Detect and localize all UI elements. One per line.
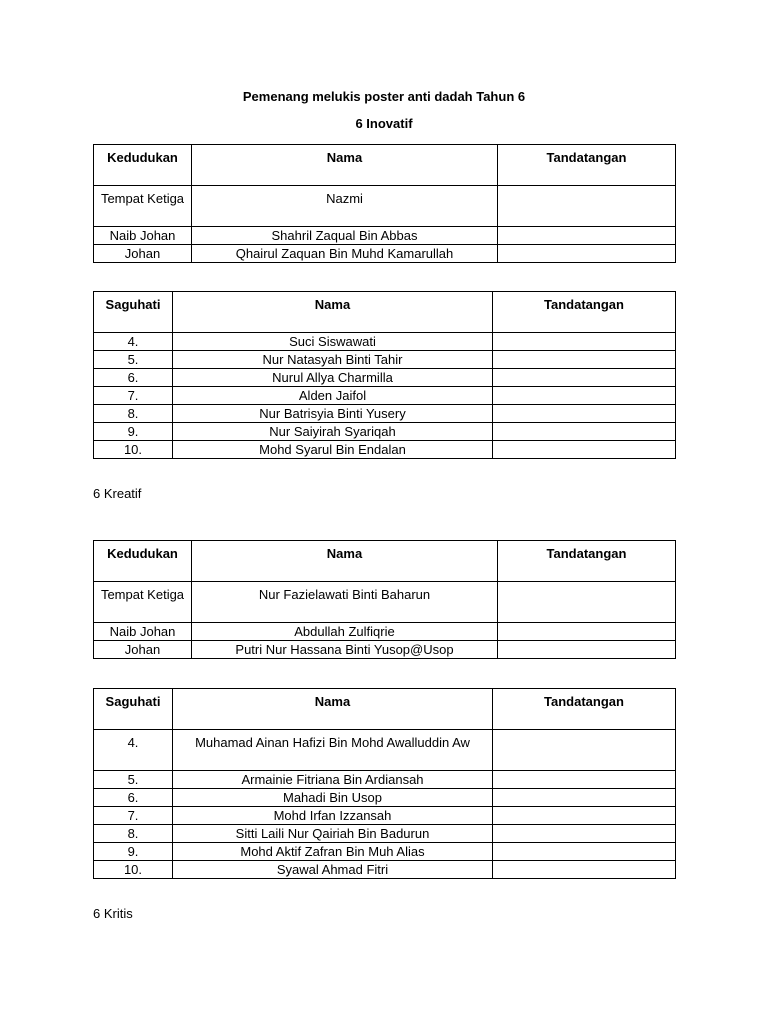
number-cell: 9. [94, 423, 173, 441]
table-header-row [94, 145, 676, 186]
table-row [94, 807, 676, 825]
rank-cell: Naib Johan [94, 227, 192, 245]
table-row [94, 245, 676, 263]
number-cell: 8. [94, 405, 173, 423]
signature-cell[interactable] [493, 825, 676, 843]
header-kedudukan: Kedudukan [94, 541, 192, 582]
name-cell: Muhamad Ainan Hafizi Bin Mohd Awalluddin Aw [173, 730, 493, 771]
rank-cell: Johan [94, 641, 192, 659]
signature-cell[interactable] [498, 245, 676, 263]
signature-cell[interactable] [493, 387, 676, 405]
header-nama: Nama [192, 145, 498, 186]
signature-cell[interactable] [498, 623, 676, 641]
table-row [94, 861, 676, 879]
name-cell: Alden Jaifol [173, 387, 493, 405]
number-cell: 7. [94, 807, 173, 825]
kreatif-winners-table [93, 540, 676, 659]
table-row [94, 186, 676, 227]
signature-cell[interactable] [493, 807, 676, 825]
number-cell: 5. [94, 771, 173, 789]
kreatif-consolation-table [93, 688, 676, 879]
signature-cell[interactable] [493, 441, 676, 459]
document-title: Pemenang melukis poster anti dadah Tahun 6 [242, 89, 526, 104]
table-row [94, 333, 676, 351]
signature-cell[interactable] [498, 186, 676, 227]
signature-cell[interactable] [493, 369, 676, 387]
name-cell: Mohd Irfan Izzansah [173, 807, 493, 825]
rank-cell: Johan [94, 245, 192, 263]
table-row [94, 423, 676, 441]
number-cell: 4. [94, 333, 173, 351]
table-header-row [94, 541, 676, 582]
table-row [94, 369, 676, 387]
class-heading-inovatif: 6 Inovatif [355, 116, 413, 131]
name-cell: Putri Nur Hassana Binti Yusop@Usop [192, 641, 498, 659]
name-cell: Mahadi Bin Usop [173, 789, 493, 807]
header-tandatangan: Tandatangan [493, 689, 676, 730]
number-cell: 10. [94, 441, 173, 459]
table-row [94, 227, 676, 245]
header-tandatangan: Tandatangan [498, 145, 676, 186]
header-tandatangan: Tandatangan [493, 292, 676, 333]
signature-cell[interactable] [498, 641, 676, 659]
name-cell: Qhairul Zaquan Bin Muhd Kamarullah [192, 245, 498, 263]
header-nama: Nama [192, 541, 498, 582]
table-row [94, 623, 676, 641]
rank-cell: Tempat Ketiga [94, 582, 192, 623]
table-row [94, 351, 676, 369]
name-cell: Mohd Syarul Bin Endalan [173, 441, 493, 459]
name-cell: Suci Siswawati [173, 333, 493, 351]
table-row [94, 730, 676, 771]
rank-cell: Tempat Ketiga [94, 186, 192, 227]
inovatif-winners-table [93, 144, 676, 263]
name-cell: Syawal Ahmad Fitri [173, 861, 493, 879]
signature-cell[interactable] [493, 771, 676, 789]
signature-cell[interactable] [493, 405, 676, 423]
header-nama: Nama [173, 689, 493, 730]
table-row [94, 405, 676, 423]
signature-cell[interactable] [493, 333, 676, 351]
name-cell: Mohd Aktif Zafran Bin Muh Alias [173, 843, 493, 861]
name-cell: Nur Saiyirah Syariqah [173, 423, 493, 441]
number-cell: 6. [94, 369, 173, 387]
number-cell: 5. [94, 351, 173, 369]
rank-cell: Naib Johan [94, 623, 192, 641]
signature-cell[interactable] [498, 582, 676, 623]
table-row [94, 771, 676, 789]
name-cell: Nurul Allya Charmilla [173, 369, 493, 387]
number-cell: 4. [94, 730, 173, 771]
name-cell: Shahril Zaqual Bin Abbas [192, 227, 498, 245]
signature-cell[interactable] [493, 861, 676, 879]
number-cell: 9. [94, 843, 173, 861]
signature-cell[interactable] [493, 730, 676, 771]
signature-cell[interactable] [493, 843, 676, 861]
class-heading-kreatif: 6 Kreatif [93, 486, 142, 501]
header-saguhati: Saguhati [94, 292, 173, 333]
number-cell: 7. [94, 387, 173, 405]
header-nama: Nama [173, 292, 493, 333]
signature-cell[interactable] [498, 227, 676, 245]
table-row [94, 441, 676, 459]
signature-cell[interactable] [493, 351, 676, 369]
number-cell: 10. [94, 861, 173, 879]
table-row [94, 825, 676, 843]
name-cell: Abdullah Zulfiqrie [192, 623, 498, 641]
table-row [94, 641, 676, 659]
header-kedudukan: Kedudukan [94, 145, 192, 186]
name-cell: Nur Fazielawati Binti Baharun [192, 582, 498, 623]
header-tandatangan: Tandatangan [498, 541, 676, 582]
signature-cell[interactable] [493, 789, 676, 807]
number-cell: 6. [94, 789, 173, 807]
name-cell: Nazmi [192, 186, 498, 227]
table-header-row [94, 689, 676, 730]
name-cell: Armainie Fitriana Bin Ardiansah [173, 771, 493, 789]
number-cell: 8. [94, 825, 173, 843]
class-heading-kritis: 6 Kritis [93, 906, 133, 921]
name-cell: Nur Natasyah Binti Tahir [173, 351, 493, 369]
table-header-row [94, 292, 676, 333]
inovatif-consolation-table [93, 291, 676, 459]
name-cell: Sitti Laili Nur Qairiah Bin Badurun [173, 825, 493, 843]
table-row [94, 843, 676, 861]
name-cell: Nur Batrisyia Binti Yusery [173, 405, 493, 423]
signature-cell[interactable] [493, 423, 676, 441]
header-saguhati: Saguhati [94, 689, 173, 730]
table-row [94, 582, 676, 623]
table-row [94, 387, 676, 405]
table-row [94, 789, 676, 807]
